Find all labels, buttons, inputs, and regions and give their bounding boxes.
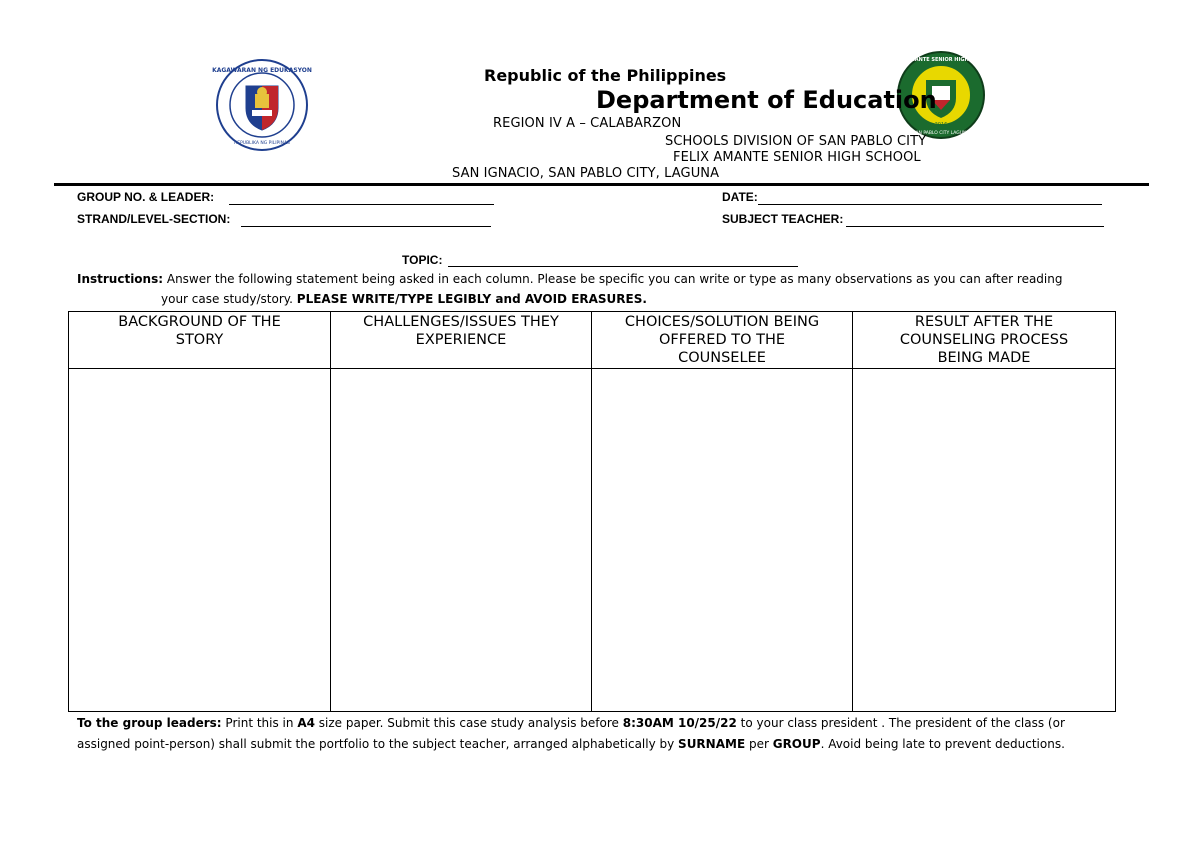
- deped-seal-text: KAGAWARAN NG EDUKASYON: [212, 67, 312, 74]
- address-line: SAN IGNACIO, SAN PABLO CITY, LAGUNA: [452, 166, 720, 181]
- column-header-challenges: [331, 312, 592, 369]
- column-header-result: [853, 312, 1116, 369]
- footer-text: size paper. Submit this case study analysis before: [314, 716, 623, 730]
- instructions-line-2: [161, 292, 647, 306]
- answer-cell-background[interactable]: [69, 369, 331, 712]
- case-study-table: [68, 311, 1116, 712]
- deped-seal-bottom-text: REPUBLIKA NG PILIPINAS: [234, 141, 290, 146]
- instructions-line-2-text: your case study/story.: [161, 292, 297, 306]
- department-heading: Department of Education: [596, 86, 937, 114]
- answer-cell-choices[interactable]: [592, 369, 853, 712]
- footer-paper-size: A4: [297, 716, 315, 730]
- date-label: DATE:: [722, 190, 758, 204]
- column-header-text: BACKGROUND OF THE: [118, 314, 281, 330]
- answer-cell-result[interactable]: [853, 369, 1116, 712]
- footer-line-2: [77, 737, 1065, 751]
- strand-field[interactable]: [241, 226, 491, 227]
- instructions-label: Instructions:: [77, 272, 164, 286]
- instructions-line-1: [77, 272, 1062, 286]
- footer-text: per: [745, 737, 773, 751]
- republic-heading: Republic of the Philippines: [484, 66, 727, 85]
- column-header-text: STORY: [175, 332, 224, 348]
- instructions-emphasis: PLEASE WRITE/TYPE LEGIBLY and AVOID ERASURES.: [296, 292, 647, 306]
- column-header-background: [69, 312, 331, 369]
- subject-teacher-label: SUBJECT TEACHER:: [722, 212, 844, 226]
- footer-group: GROUP: [772, 737, 821, 751]
- topic-field[interactable]: [448, 266, 798, 267]
- footer-deadline: 8:30AM 10/25/22: [622, 716, 737, 730]
- column-header-choices: [592, 312, 853, 369]
- school-seal-text: FELIX AMANTE SENIOR HIGH SCHOOL: [888, 57, 994, 63]
- strand-label: STRAND/LEVEL-SECTION:: [77, 212, 231, 226]
- group-leader-label: GROUP NO. & LEADER:: [77, 190, 215, 204]
- footer-line-1: [77, 716, 1065, 730]
- division-line: SCHOOLS DIVISION OF SAN PABLO CITY: [665, 134, 927, 149]
- column-header-text: BEING MADE: [937, 350, 1031, 366]
- topic-label: TOPIC:: [402, 253, 443, 267]
- school-line: FELIX AMANTE SENIOR HIGH SCHOOL: [673, 150, 921, 165]
- footer-surname: SURNAME: [678, 737, 746, 751]
- column-header-text: OFFERED TO THE: [658, 332, 786, 348]
- instructions-text: Answer the following statement being asked in each column. Please be specific you can write or type as many observations as you can after reading: [163, 272, 1063, 286]
- deped-seal-logo: [212, 58, 312, 152]
- column-header-text: RESULT AFTER THE: [914, 314, 1054, 330]
- table-row: [69, 369, 1116, 712]
- answer-cell-challenges[interactable]: [331, 369, 592, 712]
- subject-teacher-field[interactable]: [846, 226, 1104, 227]
- column-header-text: COUNSELING PROCESS: [899, 332, 1069, 348]
- table-header-row: [69, 312, 1116, 369]
- school-seal-bottom-text: SAN PABLO CITY LAGUNA: [912, 131, 970, 136]
- date-field[interactable]: [758, 204, 1102, 205]
- column-header-text: EXPERIENCE: [415, 332, 507, 348]
- region-line: REGION IV A – CALABARZON: [493, 116, 682, 131]
- footer-text: assigned point-person) shall submit the portfolio to the subject teacher, arranged alphabetically by: [77, 737, 679, 751]
- school-seal-year: 2016: [934, 122, 948, 128]
- column-header-text: COUNSELEE: [678, 350, 766, 366]
- footer-text: to your class president . The president of the class (or: [736, 716, 1065, 730]
- column-header-text: CHOICES/SOLUTION BEING: [624, 314, 820, 330]
- footer-text: . Avoid being late to prevent deductions.: [820, 737, 1065, 751]
- footer-text: Print this in: [221, 716, 298, 730]
- footer-label: To the group leaders:: [77, 716, 222, 730]
- column-header-text: CHALLENGES/ISSUES THEY: [363, 314, 559, 330]
- group-leader-field[interactable]: [229, 204, 494, 205]
- header-divider: [54, 183, 1149, 186]
